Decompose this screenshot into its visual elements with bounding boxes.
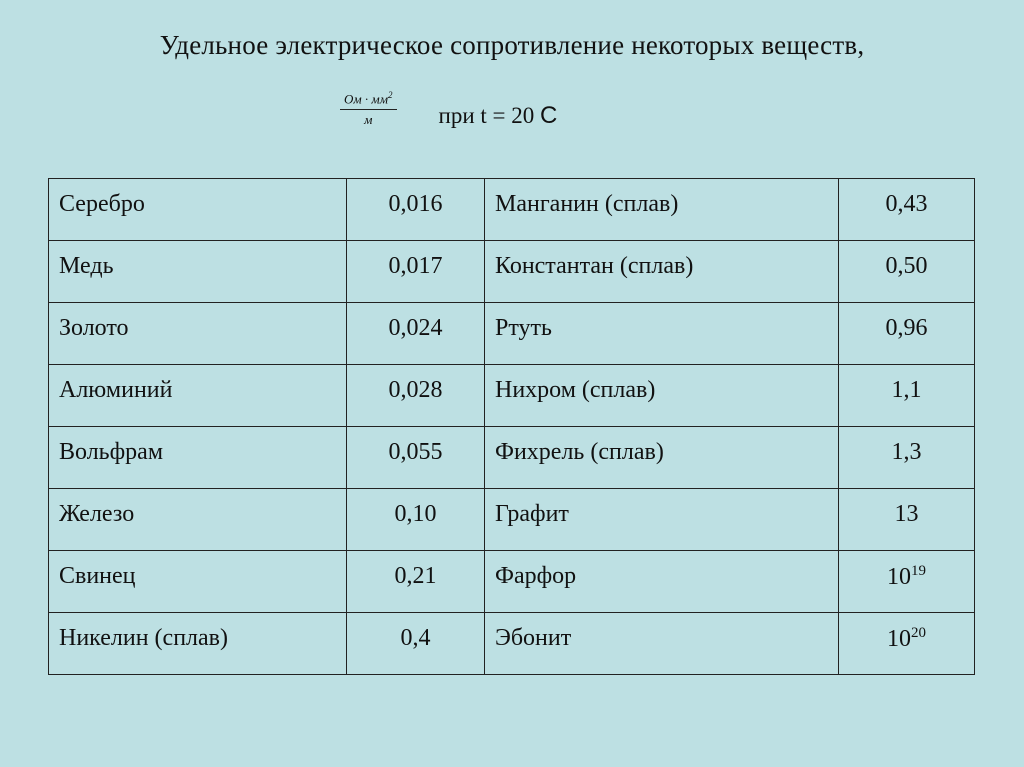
slide-title: Удельное электрическое сопротивление некоторых веществ, [159,30,865,60]
temperature-condition [439,102,558,130]
table-row [49,427,975,489]
degree-symbol: С [540,102,558,129]
unit-numerator [340,90,397,110]
left-substance: Железо [49,489,347,551]
unit-fraction [340,90,397,128]
left-value: 0,017 [347,241,485,303]
table-row [49,241,975,303]
right-value-exponent: 19 [911,563,926,579]
left-substance: Никелин (сплав) [49,613,347,675]
condition-text: при t = 20 [438,103,541,128]
right-substance: Константан (сплав) [485,241,839,303]
left-value: 0,016 [347,179,485,241]
right-substance: Манганин (сплав) [485,179,839,241]
left-value: 0,055 [347,427,485,489]
unit-numerator-power: 2 [388,89,393,100]
left-value: 0,10 [347,489,485,551]
right-value-exponent: 20 [911,625,926,641]
unit-denominator: м [364,112,373,128]
right-substance: Фихрель (сплав) [485,427,839,489]
resistivity-table [48,178,975,675]
right-value-base: 10 [887,564,911,590]
right-substance: Ртуть [485,303,839,365]
table-row [49,613,975,675]
right-value: 0,96 [839,303,975,365]
right-substance: Эбонит [485,613,839,675]
right-value: 0,43 [839,179,975,241]
table-row [49,489,975,551]
left-substance: Вольфрам [49,427,347,489]
right-value-base: 10 [887,626,911,652]
left-value: 0,4 [347,613,485,675]
right-value [839,613,975,675]
left-substance: Серебро [49,179,347,241]
right-value: 13 [839,489,975,551]
right-substance: Графит [485,489,839,551]
right-value: 1,1 [839,365,975,427]
right-substance: Нихром (сплав) [485,365,839,427]
unit-numerator-text: Ом · мм [344,91,389,107]
table-row [49,179,975,241]
unit-block [340,88,557,130]
left-value: 0,024 [347,303,485,365]
left-substance: Медь [49,241,347,303]
right-value: 1,3 [839,427,975,489]
right-value: 0,50 [839,241,975,303]
right-value [839,551,975,613]
table-row [49,551,975,613]
right-substance: Фарфор [485,551,839,613]
table-row [49,365,975,427]
left-value: 0,21 [347,551,485,613]
left-substance: Алюминий [49,365,347,427]
left-substance: Свинец [49,551,347,613]
left-value: 0,028 [347,365,485,427]
table-row [49,303,975,365]
left-substance: Золото [49,303,347,365]
